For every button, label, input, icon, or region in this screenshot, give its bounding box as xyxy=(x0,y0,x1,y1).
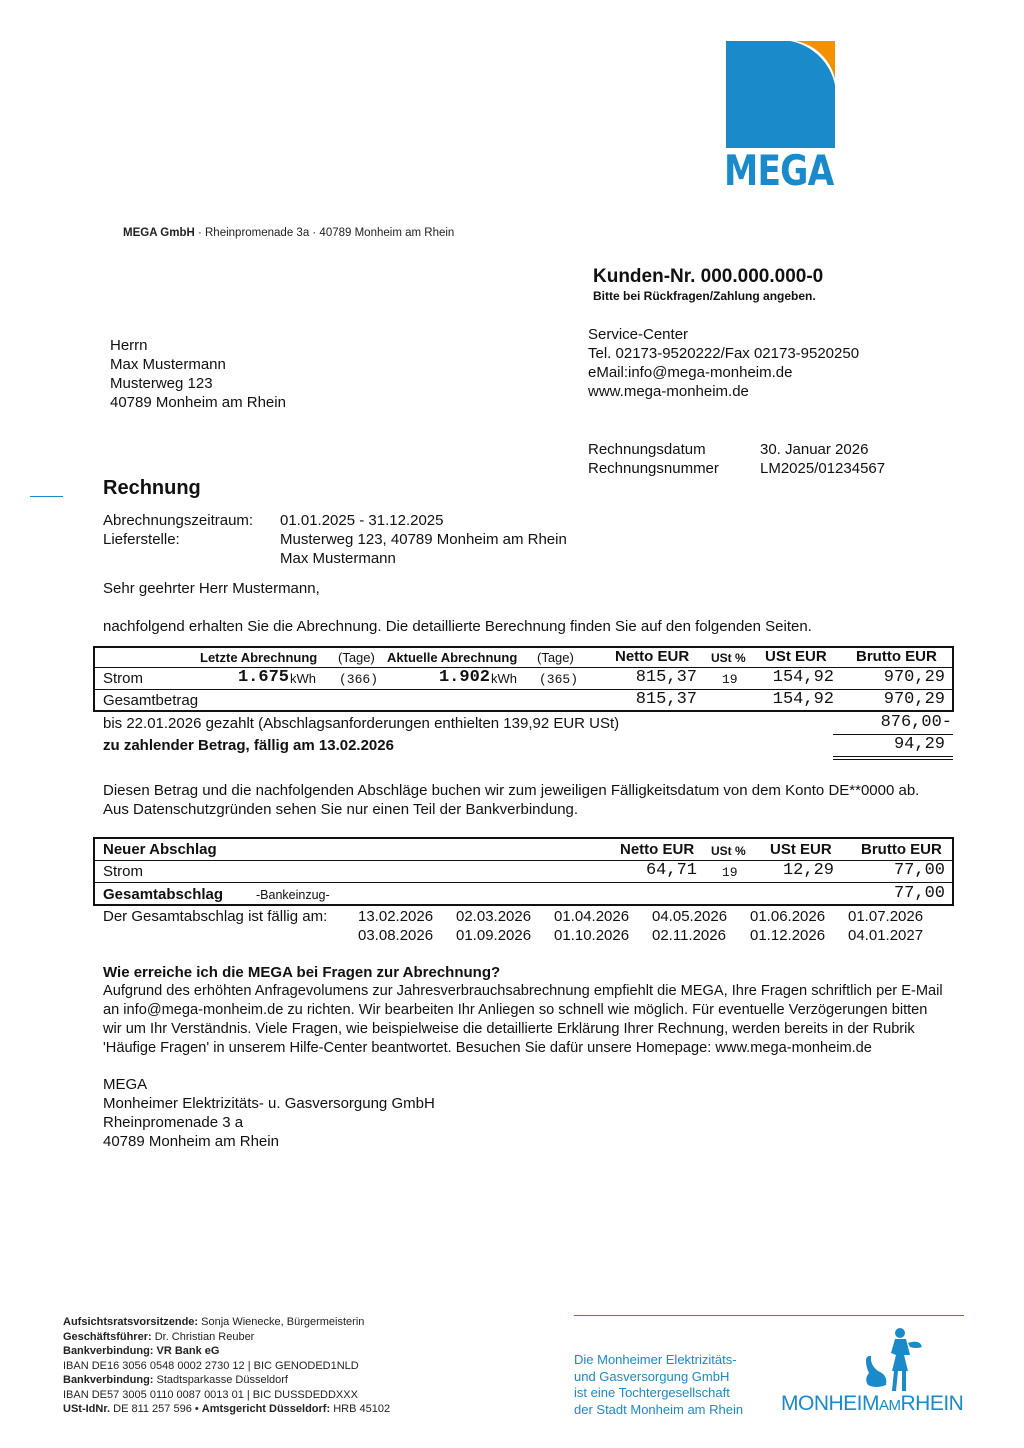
recipient-address: Herrn Max Mustermann Musterweg 123 40789 Monheim am Rhein xyxy=(110,337,286,411)
mega-logo-text: MEGA xyxy=(724,146,834,195)
mega-logo-mark xyxy=(726,41,835,148)
due-dates-label: Der Gesamtabschlag ist fällig am: xyxy=(103,908,328,925)
due-date: 02.03.2026 xyxy=(456,908,532,925)
due-label: zu zahlender Betrag, fällig am 13.02.2026 xyxy=(103,737,394,754)
current-consumption: 1.902 xyxy=(438,668,490,687)
installment-total-note: -Bankeinzug- xyxy=(256,888,330,902)
strom-netto: 815,37 xyxy=(635,668,697,687)
due-date: 01.07.2026 xyxy=(848,908,924,925)
invoice-date-label: Rechnungsdatum xyxy=(588,441,706,458)
invoice-date-value: 30. Januar 2026 xyxy=(760,441,869,458)
invoice-number-label: Rechnungsnummer xyxy=(588,460,719,477)
installment-strom-vat: 12,29 xyxy=(782,861,834,880)
due-date: 01.12.2026 xyxy=(750,927,826,944)
period-label: Abrechnungszeitraum: xyxy=(103,512,254,529)
page-title: Rechnung xyxy=(103,477,201,499)
paid-label: bis 22.01.2026 gezahlt (Abschlagsanforderungen enthielten 139,92 EUR USt) xyxy=(103,715,620,732)
monheim-brand: MONHEIMAMRHEIN xyxy=(781,1392,964,1415)
due-date: 01.04.2026 xyxy=(554,908,630,925)
strom-vat: 154,92 xyxy=(772,668,834,687)
header-brutto: Brutto EUR xyxy=(856,648,937,665)
current-unit: kWh xyxy=(491,671,517,686)
site-label: Lieferstelle: xyxy=(103,531,180,548)
strom-row-label: Strom xyxy=(103,670,144,687)
due-date: 02.11.2026 xyxy=(652,927,726,944)
installment-title: Neuer Abschlag xyxy=(103,841,217,858)
period-value: 01.01.2025 - 31.12.2025 xyxy=(280,512,444,529)
installment-header-vat-pct: USt % xyxy=(711,844,746,858)
due-date: 04.01.2027 xyxy=(848,927,924,944)
installment-strom-netto: 64,71 xyxy=(645,861,697,880)
installment-header-vat: USt EUR xyxy=(770,841,832,858)
site-value: Musterweg 123, 40789 Monheim am Rhein Max Mustermann xyxy=(280,531,567,567)
monheim-goose-girl-icon xyxy=(858,1325,930,1395)
fold-mark xyxy=(30,496,63,497)
signature: MEGA Monheimer Elektrizitäts- u. Gasversorgung GmbH Rheinpromenade 3 a 40789 Monheim am Rhein xyxy=(103,1076,435,1150)
header-netto: Netto EUR xyxy=(615,648,690,665)
header-last-billing: Letzte Abrechnung xyxy=(200,650,318,665)
footer-subsidiary-note: Die Monheimer Elektrizitäts- und Gasversorgung GmbH ist eine Tochtergesellschaft der Stadt Monheim am Rhein xyxy=(574,1352,744,1417)
strom-vat-pct: 19 xyxy=(722,672,738,687)
footer-divider xyxy=(574,1315,964,1316)
service-center: Service-Center Tel. 02173-9520222/Fax 02173-9520250 eMail:info@mega-monheim.de www.mega-monheim.de xyxy=(588,326,860,400)
installment-strom-vat-pct: 19 xyxy=(722,865,738,880)
due-date: 03.08.2026 xyxy=(358,927,434,944)
last-consumption: 1.675 xyxy=(237,668,289,687)
installment-header-netto: Netto EUR xyxy=(620,841,695,858)
faq-heading: Wie erreiche ich die MEGA bei Fragen zur Abrechnung? xyxy=(103,964,501,981)
header-vat: USt EUR xyxy=(765,648,827,665)
total-label: Gesamtbetrag xyxy=(103,692,199,709)
due-date: 01.06.2026 xyxy=(750,908,826,925)
installment-total-label: Gesamtabschlag xyxy=(103,886,224,903)
footer-legal: Aufsichtsratsvorsitzende: Sonja Wienecke, Bürgermeisterin Geschäftsführer: Dr. Christian Reuber Bankverbindung: VR Bank eG IBAN DE16 3056 0548 0002 2730 12 | BIC GENODED1NLD Bankverbindung: Stadtsparkasse Düsseldorf IBAN DE57 3005 0110 0087 0013 01 | BIC DUSSDEDDXXX USt-IdNr. DE 811 257 596 • Amtsgericht Düsseldorf: HRB 45102 xyxy=(63,1316,391,1415)
total-brutto: 970,29 xyxy=(883,690,945,709)
header-current-billing: Aktuelle Abrechnung xyxy=(387,650,518,665)
header-vat-pct: USt % xyxy=(711,651,746,665)
intro-text: nachfolgend erhalten Sie die Abrechnung. Die detaillierte Berechnung finden Sie auf den folgenden Seiten. xyxy=(103,618,812,635)
header-days-1: (Tage) xyxy=(338,650,375,665)
customer-number: Kunden-Nr. 000.000.000-0 xyxy=(593,266,824,287)
total-netto: 815,37 xyxy=(635,690,697,709)
sender-line: MEGA GmbH · Rheinpromenade 3a · 40789 Monheim am Rhein xyxy=(123,227,455,239)
due-date: 01.09.2026 xyxy=(456,927,532,944)
last-unit: kWh xyxy=(290,671,316,686)
paid-value: 876,00- xyxy=(880,713,952,732)
faq-text: Aufgrund des erhöhten Anfragevolumens zur Jahresverbrauchsabrechnung empfiehlt die MEGA, Ihre Fragen schriftlich per E-Mail an info@mega-monheim.de zu richten. Wir bearbeiten Ihr Anliegen so schnell wie möglich. Für eventuelle Verzögerungen bitten wir um Ihr Verständnis. Viele Fragen, wie beispielweise die detaillierte Erklärung Ihrer Rechnung, werden bereits in der Rubrik 'Häufige Fragen' in unserem Hilfe-Center beantwortet. Besuchen Sie dafür unsere Homepage: www.mega-monheim.de xyxy=(103,983,943,1056)
header-days-2: (Tage) xyxy=(537,650,574,665)
installment-strom-brutto: 77,00 xyxy=(893,861,945,880)
installment-total-brutto: 77,00 xyxy=(893,884,945,903)
due-date: 04.05.2026 xyxy=(652,908,728,925)
strom-brutto: 970,29 xyxy=(883,668,945,687)
installment-strom-label: Strom xyxy=(103,863,144,880)
greeting: Sehr geehrter Herr Mustermann, xyxy=(103,580,320,597)
last-days: (366) xyxy=(339,672,379,687)
customer-number-hint: Bitte bei Rückfragen/Zahlung angeben. xyxy=(593,289,816,303)
installment-header-brutto: Brutto EUR xyxy=(861,841,942,858)
debit-note: Diesen Betrag und die nachfolgenden Abschläge buchen wir zum jeweiligen Fälligkeitsdatum von dem Konto DE**0000 ab. Aus Datenschutzgründen sehen Sie nur einen Teil der Bankverbindung. xyxy=(103,782,920,818)
invoice-number-value: LM2025/01234567 xyxy=(760,460,886,477)
current-days: (365) xyxy=(539,672,579,687)
due-value: 94,29 xyxy=(893,735,945,754)
due-date: 13.02.2026 xyxy=(358,908,434,925)
due-date: 01.10.2026 xyxy=(554,927,630,944)
total-vat: 154,92 xyxy=(772,690,834,709)
